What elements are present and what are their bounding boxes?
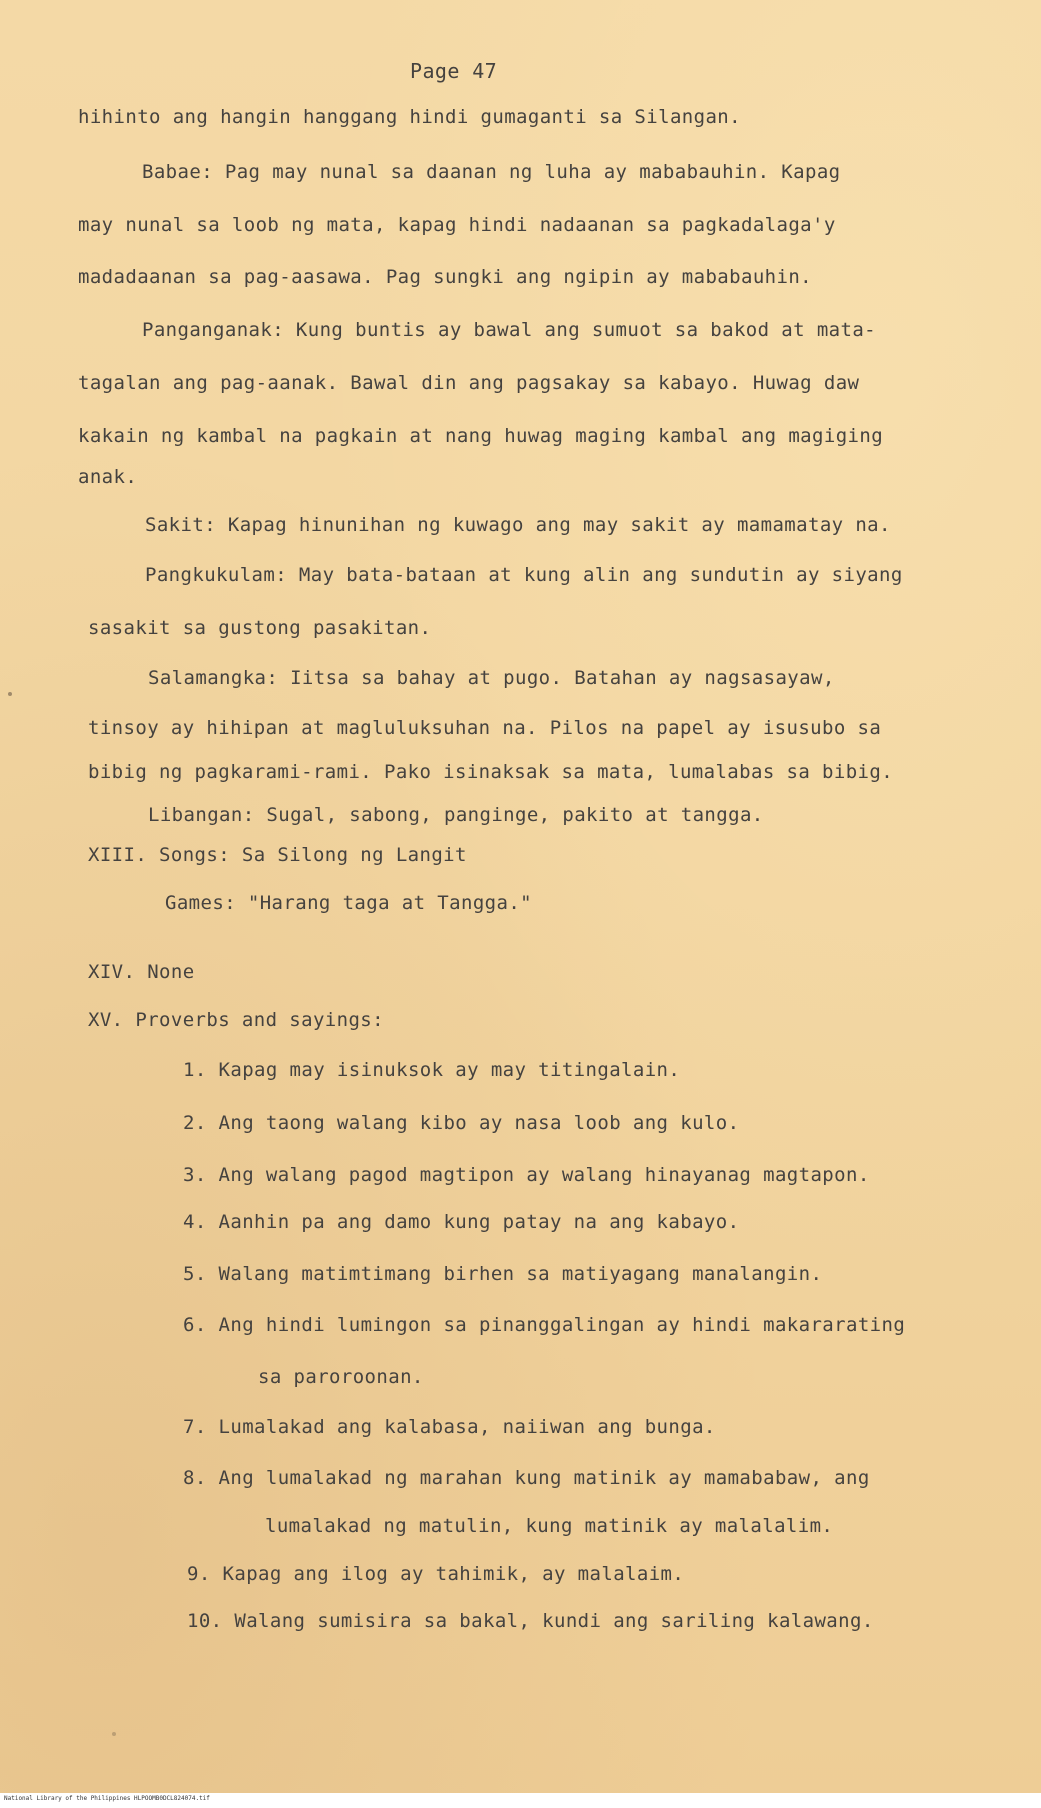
proverb-item: 6. Ang hindi lumingon sa pinanggalingan ay hindi makararating — [183, 1314, 906, 1336]
text-line: tinsoy ay hihipan at magluluksuhan na. Pilos na papel ay isusubo sa — [88, 717, 882, 739]
section-heading: XIV. None — [88, 961, 195, 983]
section-heading: XIII. Songs: Sa Silong ng Langit — [88, 844, 467, 866]
paper-speck — [112, 1732, 116, 1736]
text-line: madadaanan sa pag-aasawa. Pag sungki ang ngipin ay mababauhin. — [78, 266, 813, 288]
proverb-item: 2. Ang taong walang kibo ay nasa loob ang kulo. — [183, 1112, 740, 1134]
text-line: Games: "Harang taga at Tangga." — [165, 892, 533, 914]
text-line: Babae: Pag may nunal sa daanan ng luha ay mababauhin. Kapag — [142, 161, 841, 183]
text-line: Panganganak: Kung buntis ay bawal ang sumuot sa bakod at mata- — [142, 319, 877, 341]
proverb-item: 4. Aanhin pa ang damo kung patay na ang kabayo. — [183, 1211, 740, 1233]
text-line: hihinto ang hangin hanggang hindi gumaganti sa Silangan. — [78, 106, 741, 128]
text-line: anak. — [78, 466, 138, 488]
section-heading: XV. Proverbs and sayings: — [88, 1009, 384, 1031]
proverb-item-continuation: lumalakad ng matulin, kung matinik ay malalalim. — [265, 1515, 834, 1537]
text-line: Libangan: Sugal, sabong, panginge, pakito at tangga. — [148, 804, 764, 826]
proverb-item: 1. Kapag may isinuksok ay may titingalain. — [183, 1059, 681, 1081]
text-line: Sakit: Kapag hinunihan ng kuwago ang may sakit ay mamamatay na. — [145, 514, 891, 536]
text-line: Salamangka: Iitsa sa bahay at pugo. Batahan ay nagsasayaw, — [148, 667, 835, 689]
text-line: bibig ng pagkarami-rami. Pako isinaksak sa mata, lumalabas sa bibig. — [88, 761, 894, 783]
proverb-item: 9. Kapag ang ilog ay tahimik, ay malalaim. — [187, 1563, 685, 1585]
text-line: tagalan ang pag-aanak. Bawal din ang pagsakay sa kabayo. Huwag daw — [78, 372, 860, 394]
text-line: Pangkukulam: May bata-bataan at kung alin ang sundutin ay siyang — [145, 564, 903, 586]
proverb-item-continuation: sa paroroonan. — [258, 1366, 424, 1388]
proverb-item: 8. Ang lumalakad ng marahan kung matinik ay mamababaw, ang — [183, 1467, 870, 1489]
scan-footer: National Library of the Philippines HLPOOMB0DCL824074.tif — [4, 1795, 210, 1802]
text-line: sasakit sa gustong pasakitan. — [88, 617, 432, 639]
text-line: kakain ng kambal na pagkain at nang huwag maging kambal ang magiging — [78, 425, 884, 447]
page-number: Page 47 — [410, 59, 498, 83]
proverb-item: 3. Ang walang pagod magtipon ay walang hinayanag magtapon. — [183, 1164, 870, 1186]
proverb-item: 7. Lumalakad ang kalabasa, naiiwan ang bunga. — [183, 1416, 716, 1438]
paper-speck — [8, 692, 12, 696]
proverb-item: 5. Walang matimtimang birhen sa matiyagang manalangin. — [183, 1263, 823, 1285]
text-line: may nunal sa loob ng mata, kapag hindi nadaanan sa pagkadalaga'y — [78, 214, 836, 236]
proverb-item: 10. Walang sumisira sa bakal, kundi ang sariling kalawang. — [187, 1610, 874, 1632]
